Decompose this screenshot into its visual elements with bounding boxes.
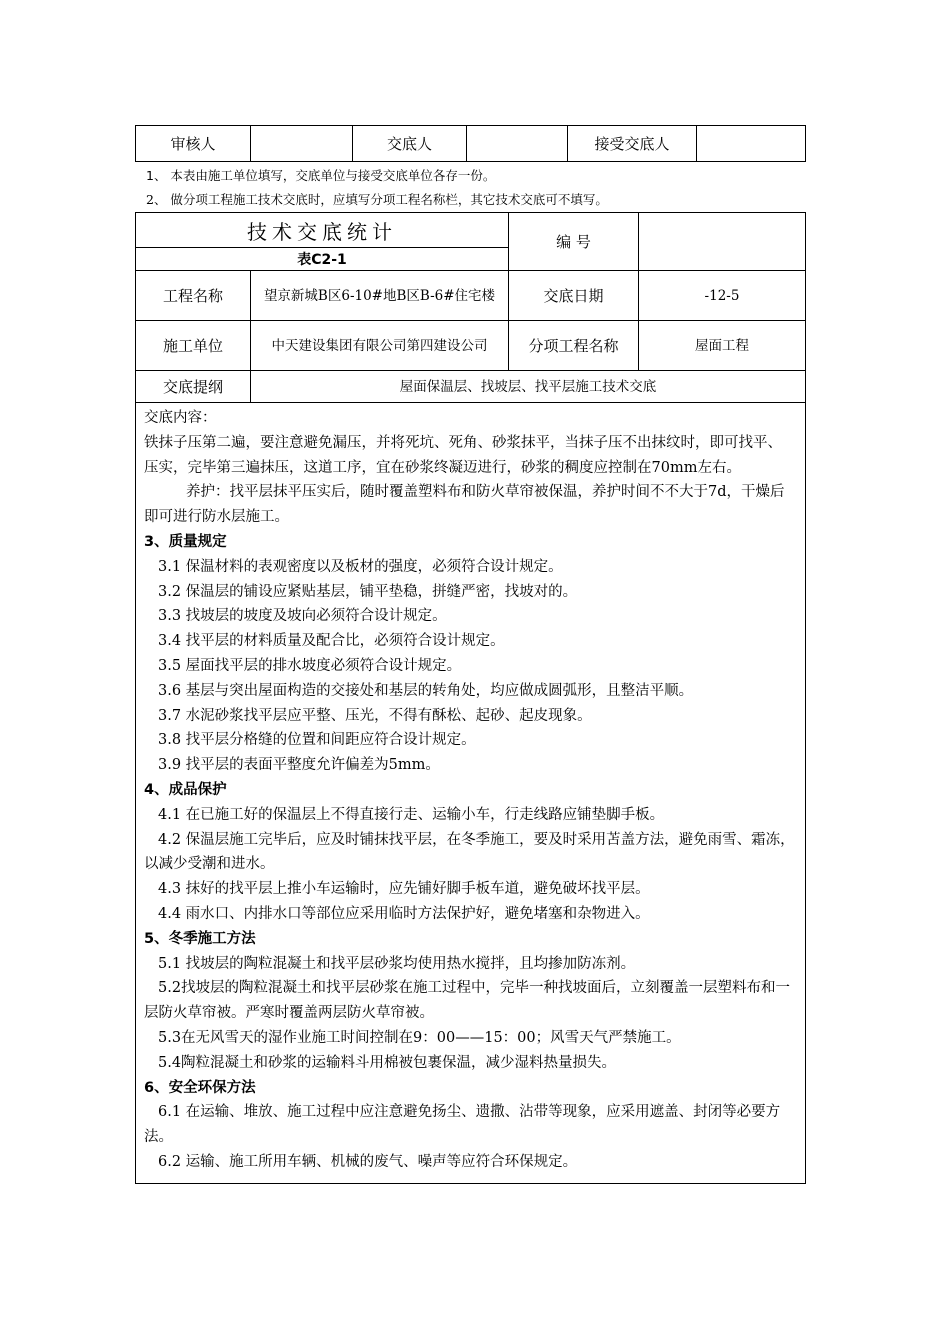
safety-item-6-1: 6.1 在运输、堆放、施工过程中应注意避免扬尘、遗撒、沾带等现象，应采用遮盖、封闭等必要方法。 <box>144 1104 781 1146</box>
reviewer-label: 审核人 <box>136 126 251 162</box>
receiver-label: 接受交底人 <box>568 126 697 162</box>
form-title: 技术交底统计 <box>136 213 509 248</box>
protection-item-4-1: 4.1 在已施工好的保温层上不得直接行走、运输小车，行走线路应铺垫脚手板。 <box>158 806 665 823</box>
safety-item-6-2: 6.2 运输、施工所用车辆、机械的废气、噪声等应符合环保规定。 <box>158 1153 578 1170</box>
date-label: 交底日期 <box>509 271 639 321</box>
number-field[interactable] <box>639 213 806 271</box>
outline-label: 交底提纲 <box>136 371 251 403</box>
protection-item-4-2: 4.2 保温层施工完毕后，应及时铺抹找平层，在冬季施工，要及时采用苫盖方法，避免雨雪、霜冻，以减少受潮和进水。 <box>144 831 795 873</box>
winter-item-5-4: 5.4陶粒混凝土和砂浆的运输料斗用棉被包裹保温，减少湿料热量损失。 <box>158 1054 617 1071</box>
curing-paragraph: 养护：找平层抹平压实后，随时覆盖塑料布和防火草帘被保温，养护时间不不大于7d，干燥后即可进行防水层施工。 <box>144 484 785 526</box>
signature-table <box>135 125 806 162</box>
content-cell <box>136 403 806 1184</box>
quality-heading: 3、质量规定 <box>144 533 227 550</box>
winter-heading: 5、冬季施工方法 <box>144 930 256 947</box>
winter-item-5-3: 5.3在无风雪天的湿作业施工时间控制在9：00——15：00；风雪天气严禁施工。 <box>158 1029 681 1046</box>
note-1: 1、 本表由施工单位填写，交底单位与接受交底单位各存一份。 <box>146 168 496 183</box>
protection-item-4-3: 4.3 抹好的找平层上推小车运输时，应先铺好脚手板车道，避免破坏找平层。 <box>158 881 650 898</box>
table-code: 表C2-1 <box>136 248 509 271</box>
quality-item-3-5: 3.5 屋面找平层的排水坡度必须符合设计规定。 <box>158 657 462 674</box>
contractor-value: 中天建设集团有限公司第四建设公司 <box>251 321 509 371</box>
contractor-label: 施工单位 <box>136 321 251 371</box>
quality-item-3-1: 3.1 保温材料的表观密度以及板材的强度，必须符合设计规定。 <box>158 558 563 575</box>
project-name-value: 望京新城B区6-10#地B区B-6#住宅楼 <box>251 271 509 321</box>
winter-item-5-2: 5.2找坡层的陶粒混凝土和找平层砂浆在施工过程中，完毕一种找坡面后，立刻覆盖一层塑料布和一层防火草帘被。严寒时覆盖两层防火草帘被。 <box>144 980 791 1022</box>
quality-item-3-9: 3.9 找平层的表面平整度允许偏差为5mm。 <box>158 757 440 774</box>
discloser-label: 交底人 <box>353 126 467 162</box>
winter-item-5-1: 5.1 找坡层的陶粒混凝土和找平层砂浆均使用热水搅拌，且均掺加防冻剂。 <box>158 955 636 972</box>
quality-item-3-2: 3.2 保温层的铺设应紧贴基层，铺平垫稳，拼缝严密，找坡对的。 <box>158 583 578 600</box>
safety-heading: 6、安全环保方法 <box>144 1079 256 1096</box>
outline-value: 屋面保温层、找坡层、找平层施工技术交底 <box>251 371 806 403</box>
intro-paragraph: 铁抹子压第二遍，要注意避免漏压，并将死坑、死角、砂浆抹平，当抹子压不出抹纹时，即可找平、压实，完毕第三遍抹压，这道工序，宜在砂浆终凝迈进行，砂浆的稠度应控制在70mm左右。 <box>144 434 782 476</box>
reviewer-field[interactable] <box>251 126 353 162</box>
content-heading: 交底内容： <box>144 410 217 426</box>
quality-item-3-3: 3.3 找坡层的坡度及坡向必须符合设计规定。 <box>158 608 447 625</box>
quality-item-3-8: 3.8 找平层分格缝的位置和间距应符合设计规定。 <box>158 732 476 749</box>
number-label: 编 号 <box>509 213 639 271</box>
quality-item-3-7: 3.7 水泥砂浆找平层应平整、压光，不得有酥松、起砂、起皮现象。 <box>158 707 592 724</box>
protection-heading: 4、成品保护 <box>144 781 227 798</box>
content-body <box>144 406 795 1175</box>
quality-item-3-4: 3.4 找平层的材料质量及配合比，必须符合设计规定。 <box>158 633 505 650</box>
quality-item-3-6: 3.6 基层与突出屋面构造的交接处和基层的转角处，均应做成圆弧形，且整洁平顺。 <box>158 682 694 699</box>
subproject-value: 屋面工程 <box>639 321 806 371</box>
note-2: 2、 做分项工程施工技术交底时，应填写分项工程名称栏，其它技术交底可不填写。 <box>146 192 608 207</box>
discloser-field[interactable] <box>467 126 568 162</box>
date-value: -12-5 <box>639 271 806 321</box>
technical-disclosure-form <box>135 212 806 1184</box>
protection-item-4-4: 4.4 雨水口、内排水口等部位应采用临时方法保护好，避免堵塞和杂物进入。 <box>158 905 650 922</box>
receiver-field[interactable] <box>697 126 806 162</box>
subproject-label: 分项工程名称 <box>509 321 639 371</box>
project-name-label: 工程名称 <box>136 271 251 321</box>
